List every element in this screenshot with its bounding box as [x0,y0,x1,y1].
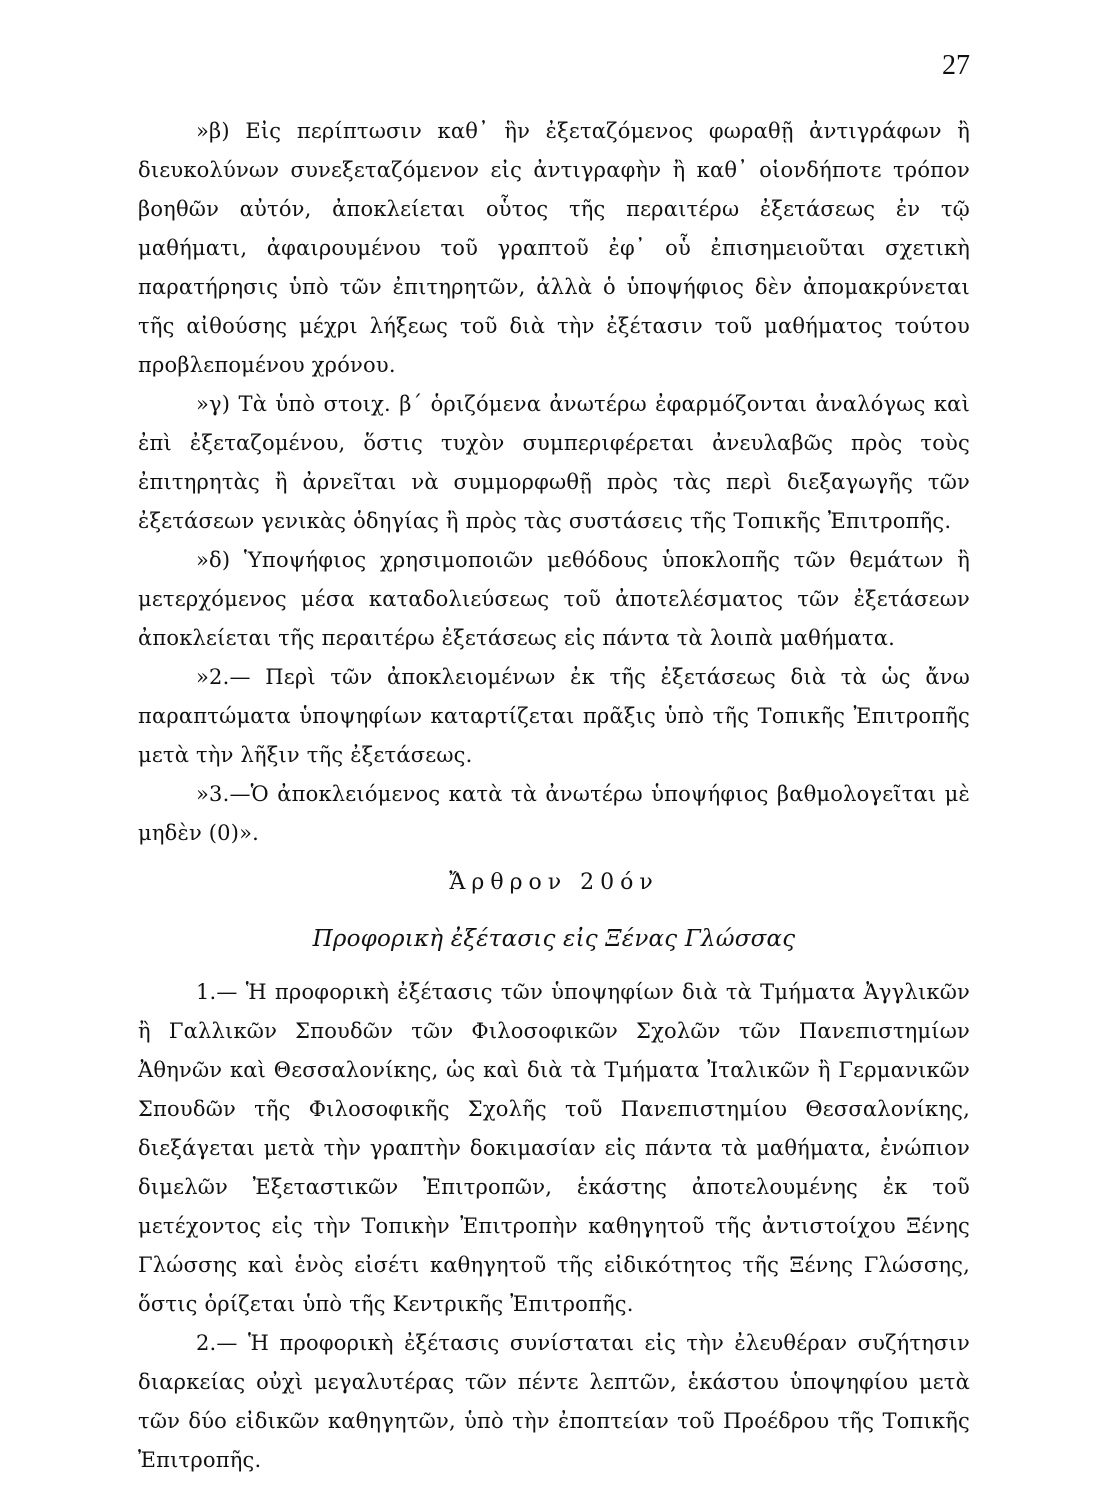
paragraph-item-3: »3.—Ὁ ἀποκλειόμενος κατὰ τὰ ἀνωτέρω ὑποψήφιος βαθμολογεῖται μὲ μηδὲν (0)». [138,782,970,845]
page-number: 27 [942,50,970,81]
paragraph-article-1: 1.— Ἡ προφορικὴ ἐξέτασις τῶν ὑποψηφίων διὰ τὰ Τμήματα Ἀγγλικῶν ἢ Γαλλικῶν Σπουδῶν τῶν Φιλοσοφικῶν Σχολῶν τῶν Πανεπιστημίων Ἀθηνῶν καὶ Θεσσαλονίκης, ὡς καὶ διὰ τὰ Τμήματα Ἰταλικῶν ἢ Γερμανικῶν Σπουδῶν τῆς Φιλοσοφικῆς Σχολῆς τοῦ Πανεπιστημίου Θεσσαλονίκης, διεξάγεται μετὰ τὴν γραπτὴν δοκιμασίαν εἰς πάντα τὰ μαθήματα, ἐνώπιον διμελῶν Ἐξεταστικῶν Ἐπιτροπῶν, ἑκάστης ἀποτελουμένης ἐκ τοῦ μετέχοντος εἰς τὴν Τοπικὴν Ἐπιτροπὴν καθηγητοῦ τῆς ἀντιστοίχου Ξένης Γλώσσης καὶ ἑνὸς εἰσέτι καθηγητοῦ τῆς εἰδικότητος τῆς Ξένης Γλώσσης, ὅστις ὁρίζεται ὑπὸ τῆς Κεντρικῆς Ἐπιτροπῆς. [138,980,970,1316]
page-body [138,112,970,1480]
paragraph-delta: »δ) Ὑποψήφιος χρησιμοποιῶν μεθόδους ὑποκλοπῆς τῶν θεμάτων ἢ μετερχόμενος μέσα καταδολιεύσεως τοῦ ἀποτελέσματος τῶν ἐξετάσεων ἀποκλείεται τῆς περαιτέρω ἐξετάσεως εἰς πάντα τὰ λοιπὰ μαθήματα. [138,548,970,650]
paragraph-gamma: »γ) Τὰ ὑπὸ στοιχ. β΄ ὁριζόμενα ἀνωτέρω ἐφαρμόζονται ἀναλόγως καὶ ἐπὶ ἐξεταζομένου, ὅστις τυχὸν συμπεριφέρεται ἀνευλαβῶς πρὸς τοὺς ἐπιτηρητὰς ἢ ἀρνεῖται νὰ συμμορφωθῇ πρὸς τὰς περὶ διεξαγωγῆς τῶν ἐξετάσεων γενικὰς ὁδηγίας ἢ πρὸς τὰς συστάσεις τῆς Τοπικῆς Ἐπιτροπῆς. [138,392,970,533]
article-title-heading: Προφορικὴ ἐξέτασις εἰς Ξένας Γλώσσας [312,926,796,952]
article-number-heading: Ἄρθρον 20όν [449,870,659,895]
paragraph-beta: »β) Εἰς περίπτωσιν καθ᾿ ἣν ἐξεταζόμενος φωραθῇ ἀντιγράφων ἢ διευκολύνων συνεξεταζόμενον εἰς ἀντιγραφὴν ἢ καθ᾿ οἱονδήποτε τρόπον βοηθῶν αὐτόν, ἀποκλείεται οὗτος τῆς περαιτέρω ἐξετάσεως ἐν τῷ μαθήματι, ἀφαιρουμένου τοῦ γραπτοῦ ἐφ᾿ οὗ ἐπισημειοῦται σχετικὴ παρατήρησις ὑπὸ τῶν ἐπιτηρητῶν, ἀλλὰ ὁ ὑποψήφιος δὲν ἀπομακρύνεται τῆς αἰθούσης μέχρι λήξεως τοῦ διὰ τὴν ἐξέτασιν τοῦ μαθήματος τούτου προβλεπομένου χρόνου. [138,119,970,377]
paragraph-item-2: »2.— Περὶ τῶν ἀποκλειομένων ἐκ τῆς ἐξετάσεως διὰ τὰ ὡς ἄνω παραπτώματα ὑποψηφίων καταρτίζεται πρᾶξις ὑπὸ τῆς Τοπικῆς Ἐπιτροπῆς μετὰ τὴν λῆξιν τῆς ἐξετάσεως. [138,665,970,767]
paragraph-article-2: 2.— Ἡ προφορικὴ ἐξέτασις συνίσταται εἰς τὴν ἐλευθέραν συζήτησιν διαρκείας οὐχὶ μεγαλυτέρας τῶν πέντε λεπτῶν, ἑκάστου ὑποψηφίου μετὰ τῶν δύο εἰδικῶν καθηγητῶν, ὑπὸ τὴν ἐποπτείαν τοῦ Προέδρου τῆς Τοπικῆς Ἐπιτροπῆς. [138,1331,970,1472]
